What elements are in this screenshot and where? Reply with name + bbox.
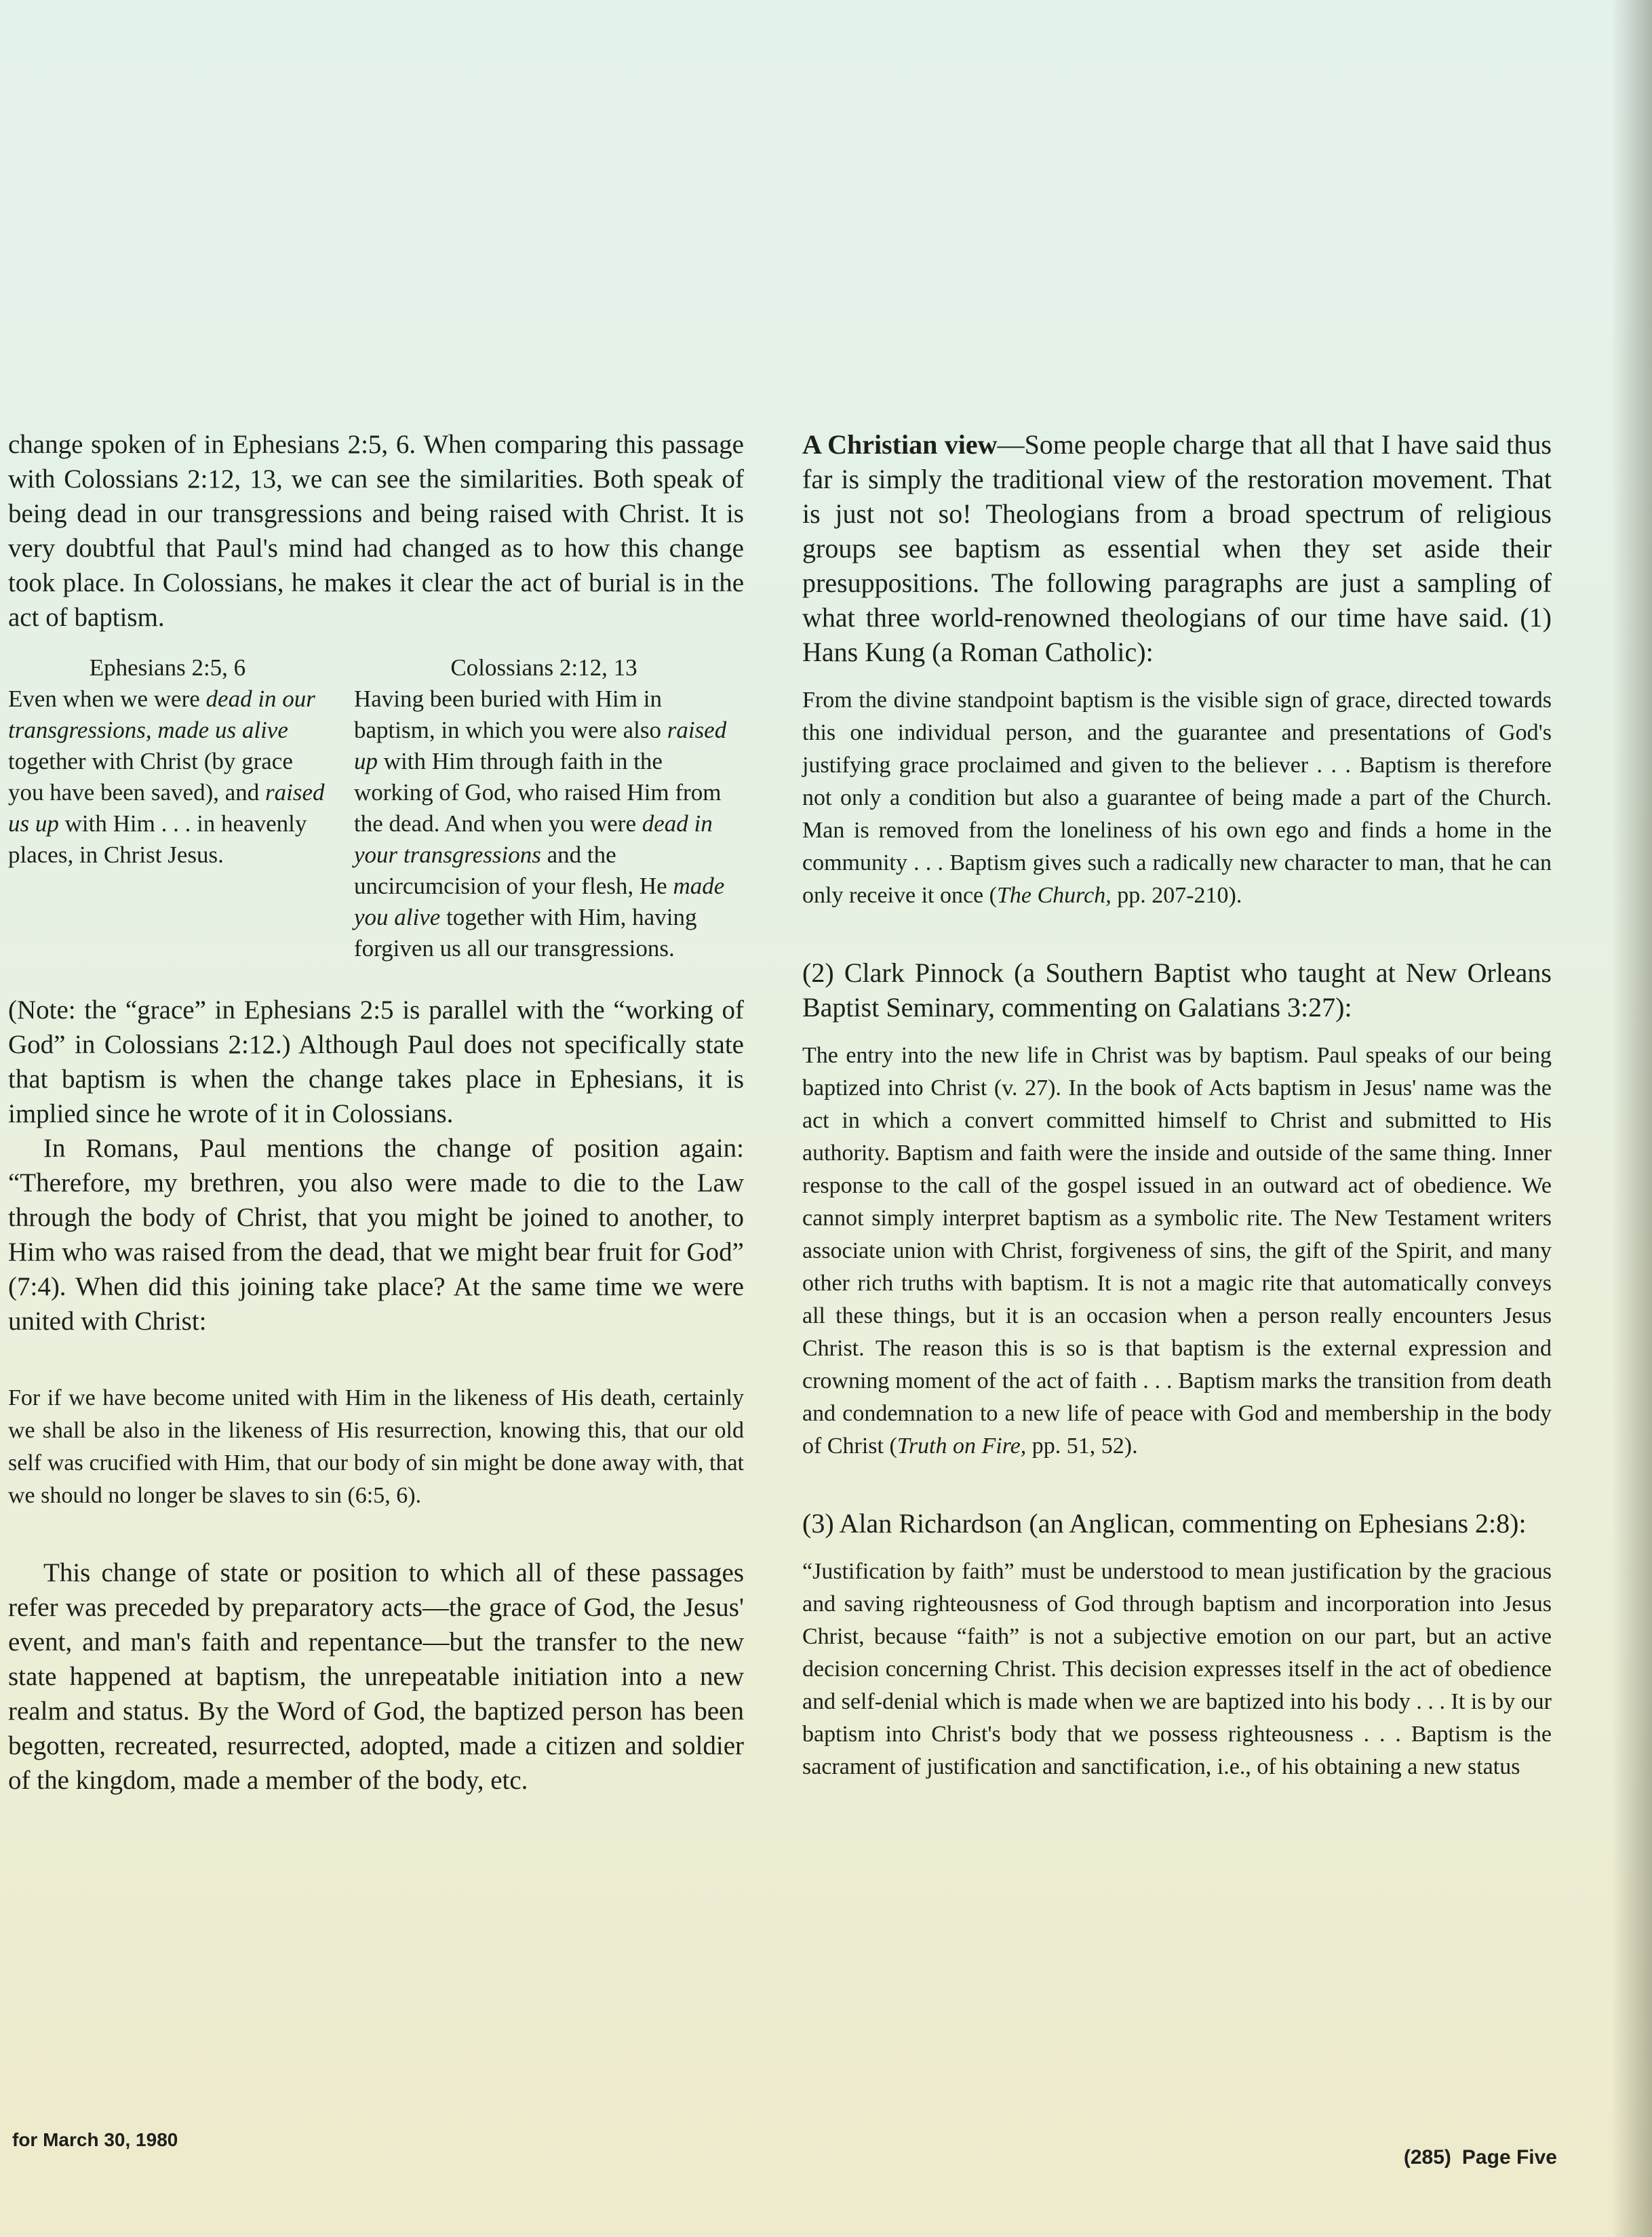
colossians-text-3: with Him through faith in the working of God, who raised Him from the dead. And when you were — [354, 748, 722, 837]
colossians-text-2: raised up — [354, 717, 727, 774]
colossians-text-6: made you alive — [354, 873, 725, 930]
christian-view-paragraph — [802, 427, 1552, 669]
pinnock-quote-text: The entry into the new life in Christ was by baptism. Paul speaks of our being baptized into Christ (v. 27). In the book of Acts baptism in Jesus' name was the act in which a convert committed himself to Christ and submitted to His authority. Baptism and faith were the inside and outside of the same thing. Inner response to the call of the gospel issued in an outward act of obedience. We cannot simply interpret baptism as a symbolic rite. The New Testament writers associate union with Christ, forgiveness of sins, the gift of the Spirit, and many other rich truths with baptism. It is not a magic rite that automatically conveys all these things, but it is an occasion when a person really encounters Jesus Christ. The reason this is so is that baptism is the external expression and crowning moment of the act of faith . . . Baptism marks the transition from death and condemnation to a new life of peace with God and membership in the body of Christ ( — [802, 1043, 1552, 1459]
colossians-text-7: together with Him, having forgiven us all our transgressions. — [354, 904, 697, 962]
pinnock-heading: (2) Clark Pinnock (a Southern Baptist who taught at New Orleans Baptist Seminary, commenting on Galatians 3:27): — [802, 957, 1552, 1023]
footer-issue-number: (285) — [1403, 2146, 1451, 2169]
footer-date: for March 30, 1980 — [12, 2129, 178, 2150]
romans-block-quote: For if we have become united with Him in the likeness of His death, certainly we shall be also in the likeness of His resurrection, knowing this, that our old self was crucified with Him, that our body of sin might be done away with, that we should no longer be slaves to sin (6:5, 6). — [8, 1385, 744, 1508]
colossians-text-1: Having been buried with Him in baptism, in which you were also — [354, 686, 667, 743]
left-paragraph-2: (Note: the “grace” in Ephesians 2:5 is parallel with the “working of God” in Colossians 2:12.) Although Paul does not specifically state that baptism is when the change takes place in Ephesians, it is implied since he wrote of it in Colossians. — [8, 995, 744, 1128]
left-column — [8, 427, 744, 1798]
colossians-text-4: dead in your transgressions — [354, 810, 713, 868]
pinnock-source-pages: pp. 51, 52). — [1026, 1433, 1138, 1459]
left-paragraph-1: change spoken of in Ephesians 2:5, 6. When comparing this passage with Colossians 2:12, 13, we can see the similarities. Both speak of being dead in our transgressions and being raised with Christ. It is very doubtful that Paul's mind had changed as to how this change took place. In Colossians, he makes it clear the act of burial is in the act of baptism. — [8, 430, 744, 632]
kung-quote — [802, 684, 1552, 912]
richardson-quote: “Justification by faith” must be understood to mean justification by the gracious and saving righteousness of God through baptism and incorporation into Jesus Christ, because “faith” is not a subjective emotion on our part, but an active decision concerning Christ. This decision expresses itself in the act of obedience and self-denial which is made when we are baptized into his body . . . It is by our baptism into Christ's body that we possess righteousness . . . Baptism is the sacrament of justification and sanctification, i.e., of his obtaining a new status — [802, 1559, 1552, 1779]
left-paragraph-4: This change of state or position to which all of these passages refer was preceded by preparatory acts—the grace of God, the Jesus' event, and man's faith and repentance—but the transfer to the new state happened at baptism, the unrepeatable initiation into a new realm and status. By the Word of God, the baptized person has been begotten, recreated, resurrected, adopted, made a citizen and soldier of the kingdom, made a member of the body, etc. — [8, 1558, 744, 1795]
pinnock-source-title: Truth on Fire, — [897, 1433, 1027, 1459]
ephesians-reference: Ephesians 2:5, 6 — [89, 654, 246, 681]
footer-page-label: Page Five — [1461, 2146, 1557, 2169]
kung-source-pages: pp. 207-210). — [1111, 883, 1242, 908]
footer-page-info — [1393, 2146, 1557, 2169]
kung-quote-text: From the divine standpoint baptism is the visible sign of grace, directed towards this one individual person, and the guarantee and presentations of God's justifying grace proclaimed and given to the believer . . . Baptism is therefore not only a condition but also a guarantee of being made a part of the Church. Man is removed from the loneliness of his own ego and finds a home in the community . . . Baptism gives such a radically new character to man, that he can only receive it once ( — [802, 688, 1552, 908]
christian-view-heading: A Christian view — [802, 429, 998, 460]
ephesians-text-1: Even when we were — [8, 686, 206, 712]
colossians-text-5: and the uncircumcision of your flesh, He — [354, 842, 673, 899]
christian-view-text: —Some people charge that all that I have said thus far is simply the traditional view of the restoration movement. That is just not so! Theologians from a broad spectrum of religious groups see baptism as essential when they set aside their presuppositions. The following paragraphs are just a sampling of what three world-renowned theologians of our time have said. (1) Hans Kung (a Roman Catholic): — [802, 429, 1552, 667]
colossians-passage — [354, 652, 734, 964]
ephesians-passage — [8, 652, 327, 964]
ephesians-text-3: together with Christ (by grace you have been saved), and — [8, 748, 293, 806]
kung-source-title: The Church, — [996, 883, 1112, 908]
faded-heading-bleed-through — [827, 88, 1628, 203]
ephesians-text-5: with Him . . . in heavenly places, in Christ Jesus. — [8, 810, 307, 868]
colossians-reference: Colossians 2:12, 13 — [450, 654, 637, 681]
parallel-passages — [8, 652, 744, 964]
right-column — [802, 427, 1552, 1783]
left-paragraph-3: In Romans, Paul mentions the change of position again: “Therefore, my brethren, you also were made to die to the Law through the body of Christ, that you might be joined to another, to Him who was raised from the dead, that we might bear fruit for God” (7:4). When did this joining take place? At the same time we were united with Christ: — [8, 1134, 744, 1336]
ephesians-text-4: raised us up — [8, 779, 325, 837]
richardson-heading: (3) Alan Richardson (an Anglican, commenting on Ephesians 2:8): — [802, 1508, 1527, 1539]
pinnock-quote — [802, 1040, 1552, 1463]
ephesians-text-2: dead in our transgressions, made us alive — [8, 686, 315, 743]
page-edge-shadow — [1611, 0, 1652, 2237]
